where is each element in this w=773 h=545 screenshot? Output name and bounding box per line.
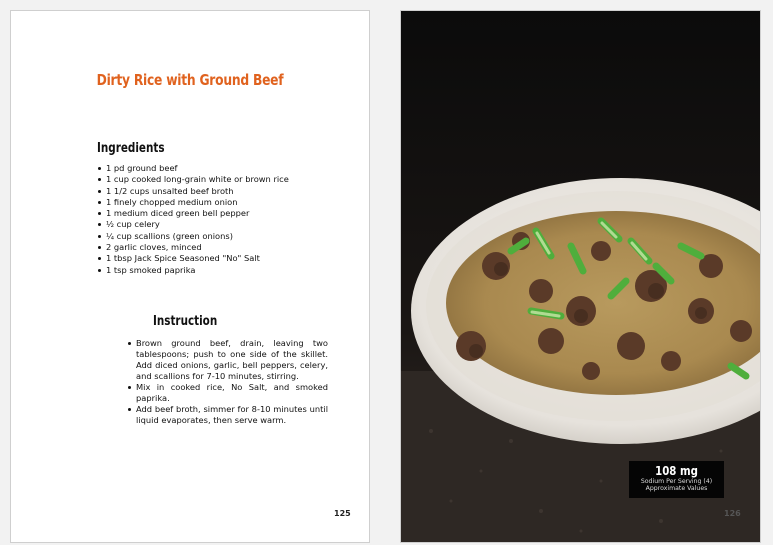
ingredient-item: 1 tsp smoked paprika	[98, 265, 358, 276]
ingredient-item: ¼ cup scallions (green onions)	[98, 231, 358, 242]
ingredient-item: 1 finely chopped medium onion	[98, 197, 358, 208]
instruction-step: Mix in cooked rice, No Salt, and smoked paprika.	[128, 382, 328, 404]
ingredient-item: 1 medium diced green bell pepper	[98, 208, 358, 219]
ingredients-heading: Ingredients	[97, 141, 165, 156]
ingredient-item: 1 tbsp Jack Spice Seasoned "No" Salt	[98, 253, 358, 264]
page-number-right: 126	[724, 509, 741, 518]
ingredient-item: 1 pd ground beef	[98, 163, 358, 174]
ingredient-item: ½ cup celery	[98, 219, 358, 230]
right-page	[400, 10, 761, 543]
sodium-value: 108 mg	[655, 464, 698, 478]
sodium-label-approx: Approximate Values	[645, 485, 708, 493]
ingredient-item: 2 garlic cloves, minced	[98, 242, 358, 253]
instruction-step: Brown ground beef, drain, leaving two tablespoons; push to one side of the skillet. Add diced onions, garlic, bell peppers, celery, and scallions for 7-10 minutes, stirring.	[128, 338, 328, 382]
recipe-title: Dirty Rice with Ground Beef	[96, 71, 284, 89]
ingredients-list	[88, 163, 358, 276]
page-number-left: 125	[334, 509, 351, 518]
instruction-heading: Instruction	[153, 314, 218, 329]
sodium-badge	[629, 461, 724, 498]
ingredient-item: 1 cup cooked long-grain white or brown rice	[98, 174, 358, 185]
instructions-list	[118, 338, 328, 426]
sodium-label-serving: Sodium Per Serving (4)	[640, 478, 713, 485]
instruction-step: Add beef broth, simmer for 8-10 minutes until liquid evaporates, then serve warm.	[128, 404, 328, 426]
left-page	[10, 10, 370, 543]
ingredient-item: 1 1/2 cups unsalted beef broth	[98, 186, 358, 197]
